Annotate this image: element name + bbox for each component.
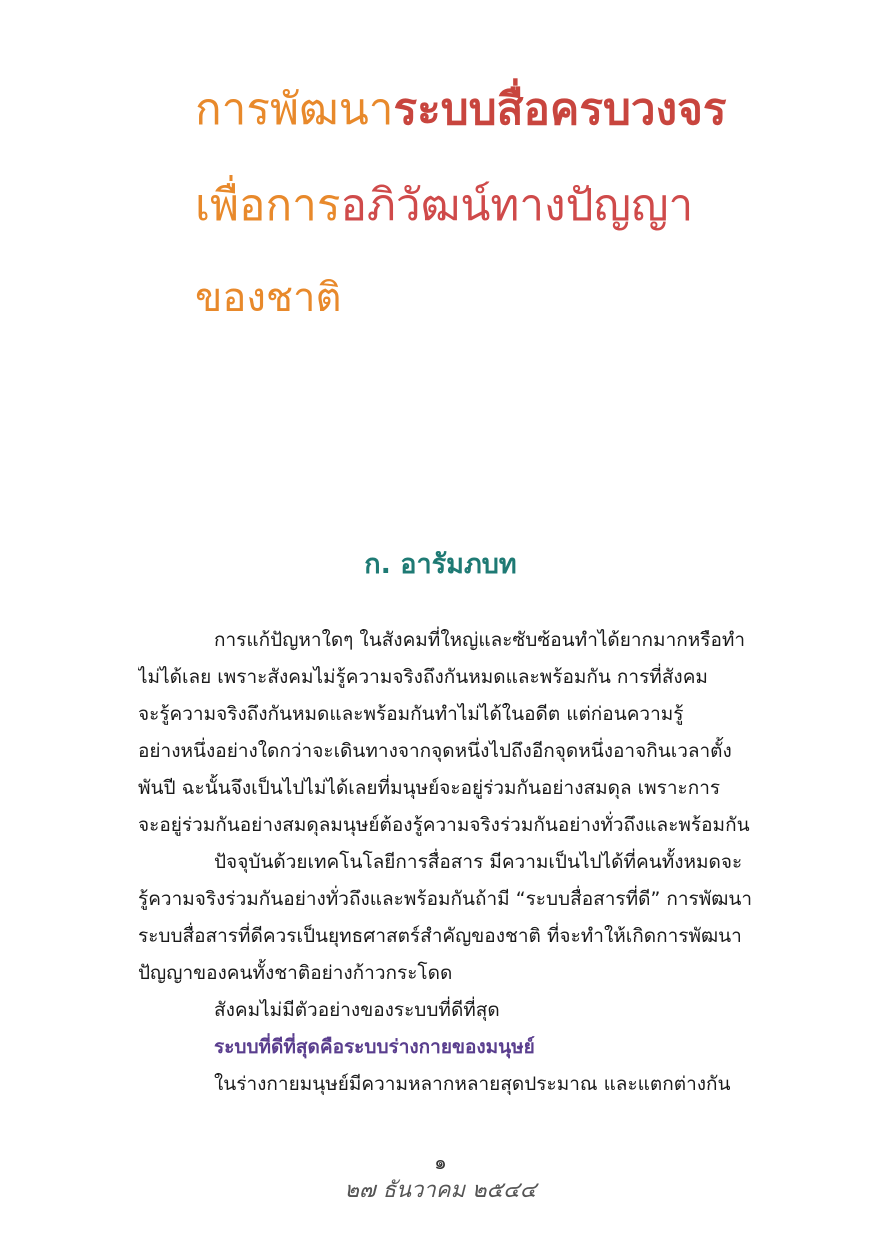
body-line: ปัญญาของคนทั้งชาติอย่างก้าวกระโดด [138,962,453,984]
title-line-2-emphasis: อภิวัฒน์ทางปัญญา [340,180,694,231]
body-line: ในร่างกายมนุษย์มีความหลากหลายสุดประมาณ และแตกต่างกัน [214,1073,731,1095]
emphasis-line: ระบบที่ดีที่สุดคือระบบร่างกายของมนุษย์ [214,1036,535,1058]
footer-date: ๒๗ ธันวาคม ๒๕๔๔ [344,1178,537,1203]
body-line: พันปี ฉะนั้นจึงเป็นไปไม่ได้เลยที่มนุษย์จะอยู่ร่วมกันอย่างสมดุล เพราะการ [138,777,721,799]
title-line-2 [195,180,694,231]
section-heading: ก. อารัมภบท [364,549,517,580]
body-line: จะอยู่ร่วมกันอย่างสมดุลมนุษย์ต้องรู้ความจริงร่วมกันอย่างทั่วถึงและพร้อมกัน [138,814,750,836]
page-number: ๑ [434,1150,447,1174]
title-line-3-text: ของชาติ [195,275,342,321]
body-line: สังคมไม่มีตัวอย่างของระบบที่ดีที่สุด [214,999,500,1021]
title-line-3 [195,275,342,321]
body-line: การแก้ปัญหาใดๆ ในสังคมที่ใหญ่และซับซ้อนทำได้ยากมากหรือทำ [214,629,746,651]
body-line: ไม่ได้เลย เพราะสังคมไม่รู้ความจริงถึงกันหมดและพร้อมกัน การที่สังคม [138,666,708,688]
body-text [138,622,774,1103]
title-line-1-emphasis: ระบบสื่อครบวงจร [393,84,727,135]
body-line: รู้ความจริงร่วมกันอย่างทั่วถึงและพร้อมกันถ้ามี “ระบบสื่อสารที่ดี” การพัฒนา [138,888,753,910]
title-line-1 [195,84,727,135]
body-line: จะรู้ความจริงถึงกันหมดและพร้อมกันทำไม่ได้ในอดีต แต่ก่อนความรู้ [138,703,684,725]
body-line: ระบบสื่อสารที่ดีควรเป็นยุทธศาสตร์สำคัญของชาติ ที่จะทำให้เกิดการพัฒนา [138,925,742,947]
title-line-2-prefix: เพื่อการ [195,180,341,231]
body-line: อย่างหนึ่งอย่างใดกว่าจะเดินทางจากจุดหนึ่งไปถึงอีกจุดหนึ่งอาจกินเวลาตั้ง [138,740,732,762]
body-line: ปัจจุบันด้วยเทคโนโลยีการสื่อสาร มีความเป็นไปได้ที่คนทั้งหมดจะ [214,851,743,873]
title-line-1-prefix: การพัฒนา [195,84,394,135]
